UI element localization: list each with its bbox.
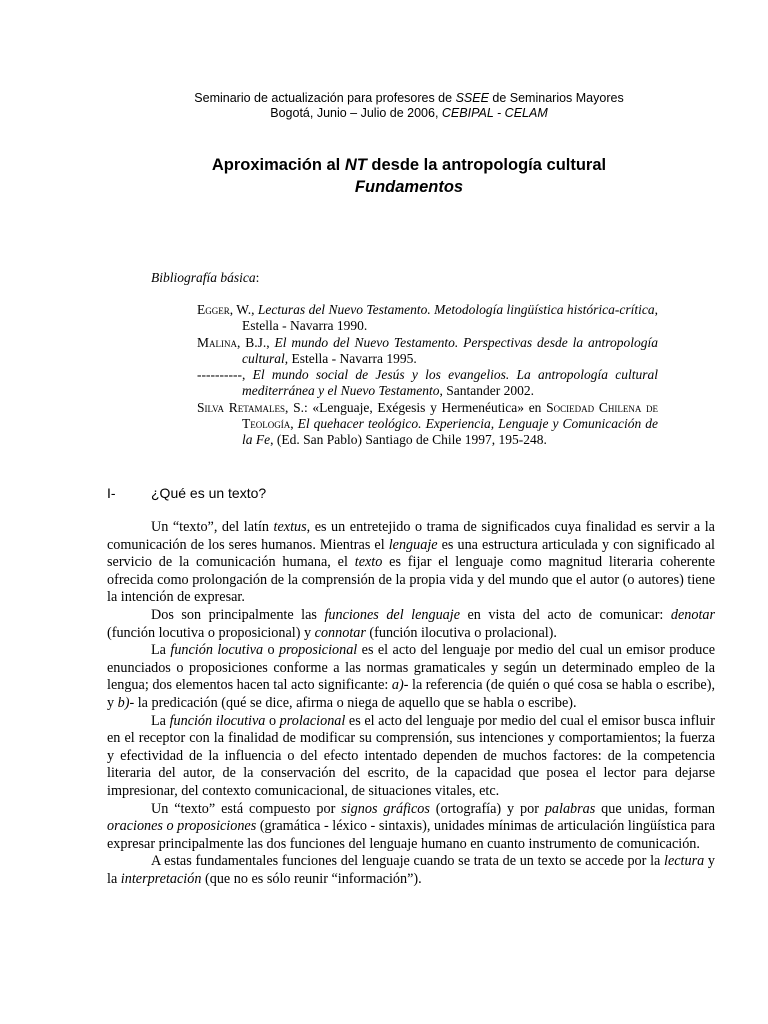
title-italic: NT bbox=[344, 156, 367, 174]
bibliography-entry bbox=[197, 302, 658, 335]
section-title: ¿Qué es un texto? bbox=[151, 485, 267, 501]
document-title bbox=[0, 154, 768, 198]
text: (función locutiva o proposicional) y bbox=[107, 624, 315, 641]
text: , es un entretejido o trama de significados cuya finalidad es servir a la comunicación de los seres humanos. Mientras el bbox=[107, 519, 715, 553]
header-text: Seminario de actualización para profesores de bbox=[194, 91, 456, 105]
italic-text: función ilocutiva bbox=[169, 712, 266, 729]
paragraph bbox=[107, 853, 715, 888]
text: (ortografía) y por bbox=[429, 800, 545, 817]
text: (gramática - léxico - sintaxis), unidades mínimas de articulación lingüística para expresar principalmente las dos funciones del lenguaje humano en cuanto instrumento de comunicación. bbox=[107, 818, 715, 852]
title-text: desde la antropología cultural bbox=[366, 156, 607, 174]
italic-text: función locutiva bbox=[170, 642, 264, 659]
italic-text: texto bbox=[354, 554, 383, 571]
italic-text: prolacional bbox=[279, 712, 346, 729]
italic-text: a)- bbox=[391, 677, 409, 694]
author-name: Egger bbox=[197, 302, 230, 317]
paragraph bbox=[107, 519, 715, 607]
header-line-2 bbox=[50, 106, 768, 121]
text: en vista del acto de comunicar: bbox=[460, 606, 671, 623]
entry-text: ----------, bbox=[197, 367, 253, 383]
italic-text: denotar bbox=[670, 606, 716, 623]
text: es fijar el lenguaje como magnitud literaria coherente ofrecida como prolongación de la comprensión de la propia vida y del mundo que el autor (o autores) tiene la intención de expresar. bbox=[107, 554, 715, 606]
italic-text: signos gráficos bbox=[341, 800, 430, 817]
text: o bbox=[265, 712, 280, 729]
italic-text: b)- bbox=[117, 694, 135, 711]
italic-text: textus bbox=[273, 519, 307, 535]
body-text bbox=[107, 519, 715, 888]
text: Un “texto” está compuesto por bbox=[151, 800, 342, 817]
text: la referencia (de quién o qué cosa se habla o escribe), y bbox=[107, 677, 716, 711]
text: (función ilocutiva o prolacional). bbox=[365, 624, 557, 641]
bibliography-entry bbox=[197, 367, 658, 400]
italic-text: palabras bbox=[544, 800, 596, 817]
paragraph bbox=[107, 642, 715, 712]
header-text: Bogotá, Junio – Julio de 2006, bbox=[270, 106, 442, 120]
author-name: Silva Retamales bbox=[197, 399, 285, 415]
book-title: El mundo social de Jesús y los evangelios. La antropología cultural mediterránea y el Nuevo Testamento bbox=[242, 367, 658, 399]
entry-text: , bbox=[290, 416, 298, 432]
subtitle-text: Fundamentos bbox=[354, 178, 464, 196]
text: La bbox=[151, 712, 170, 729]
book-title: El mundo del Nuevo Testamento. Perspectivas desde la antropología cultural bbox=[242, 334, 658, 366]
entry-text: , Estella - Navarra 1995. bbox=[284, 350, 417, 366]
text: La bbox=[151, 642, 171, 659]
entry-text: , B.J., bbox=[237, 334, 275, 350]
book-title: El quehacer teológico. Experiencia, Lenguaje y Comunicación de la Fe bbox=[242, 416, 658, 448]
italic-text: lectura bbox=[664, 853, 705, 870]
text: A estas fundamentales funciones del lenguaje cuando se trata de un texto se accede por la bbox=[151, 853, 665, 870]
text: es el acto del lenguaje por medio del cual el emisor busca influir en el receptor con la finalidad de modificar su comprensión, sus intenciones y comportamientos; la fuerza y efectividad de la influencia o del efecto intentado dependen de muchos factores: de la competencia literaria del autor, de la conservación del escrito, de la capacidad que posea el lector para dejarse impresionar, del contexto comunicacional, de situaciones vitales, etc. bbox=[107, 712, 716, 799]
title-text: Aproximación al bbox=[211, 156, 345, 174]
paragraph bbox=[107, 607, 715, 642]
colon: : bbox=[255, 270, 260, 285]
entry-text: , (Ed. San Pablo) Santiago de Chile 1997, 195-248. bbox=[270, 432, 547, 448]
italic-text: connotar bbox=[314, 624, 366, 641]
italic-text: oraciones o proposiciones bbox=[107, 818, 257, 835]
bibliography-list bbox=[197, 302, 658, 449]
text: que unidas, forman bbox=[595, 800, 715, 817]
title-line bbox=[50, 154, 768, 176]
bibliography-entry bbox=[197, 335, 658, 368]
bibliography-heading-text: Bibliografía básica bbox=[151, 270, 256, 285]
header-line-1 bbox=[50, 91, 768, 106]
text: es una estructura articulada y con significado al servicio de la comunicación humana, el bbox=[107, 536, 715, 571]
subtitle bbox=[50, 176, 768, 198]
text: la predicación (qué se dice, afirma o niega de aquello que se habla o escribe). bbox=[134, 694, 577, 711]
header-italic: CEBIPAL - CELAM bbox=[441, 106, 548, 120]
italic-text: funciones del lenguaje bbox=[324, 606, 460, 623]
text: (que no es sólo reunir “información”). bbox=[201, 870, 422, 887]
book-title: Lecturas del Nuevo Testamento. Metodología lingüística histórica-crítica bbox=[257, 302, 655, 317]
entry-text: , W., bbox=[229, 302, 258, 317]
entry-text: , Estella - Navarra 1990. bbox=[242, 302, 658, 334]
text: o bbox=[263, 642, 279, 659]
section-heading bbox=[107, 485, 266, 501]
paragraph bbox=[107, 801, 715, 854]
text: Dos son principalmente las bbox=[151, 606, 325, 623]
italic-text: interpretación bbox=[120, 870, 202, 887]
section-number: I- bbox=[107, 485, 116, 501]
seminar-header bbox=[0, 91, 768, 121]
italic-text: proposicional bbox=[278, 642, 358, 659]
author-name: Malina bbox=[197, 334, 237, 350]
bibliography-heading bbox=[151, 270, 259, 286]
text: y la bbox=[107, 853, 715, 887]
paragraph bbox=[107, 713, 715, 801]
text: Un “texto”, del latín bbox=[151, 519, 274, 535]
entry-text: , Santander 2002. bbox=[439, 383, 534, 399]
italic-text: lenguaje bbox=[388, 536, 438, 553]
publisher-name: Sociedad Chilena de Teología bbox=[242, 399, 659, 432]
entry-text: , S.: «Lenguaje, Exégesis y Hermenéutica» en bbox=[285, 399, 547, 415]
header-italic: SSEE bbox=[455, 91, 489, 105]
text: es el acto del lenguaje por medio del cual un emisor produce enunciados o proposiciones conforme a las normas gramaticales y según un determinado empleo de la lengua; dos elementos hacen tal acto significante: bbox=[107, 642, 715, 694]
header-text: de Seminarios Mayores bbox=[488, 91, 624, 105]
bibliography-entry bbox=[197, 400, 658, 449]
